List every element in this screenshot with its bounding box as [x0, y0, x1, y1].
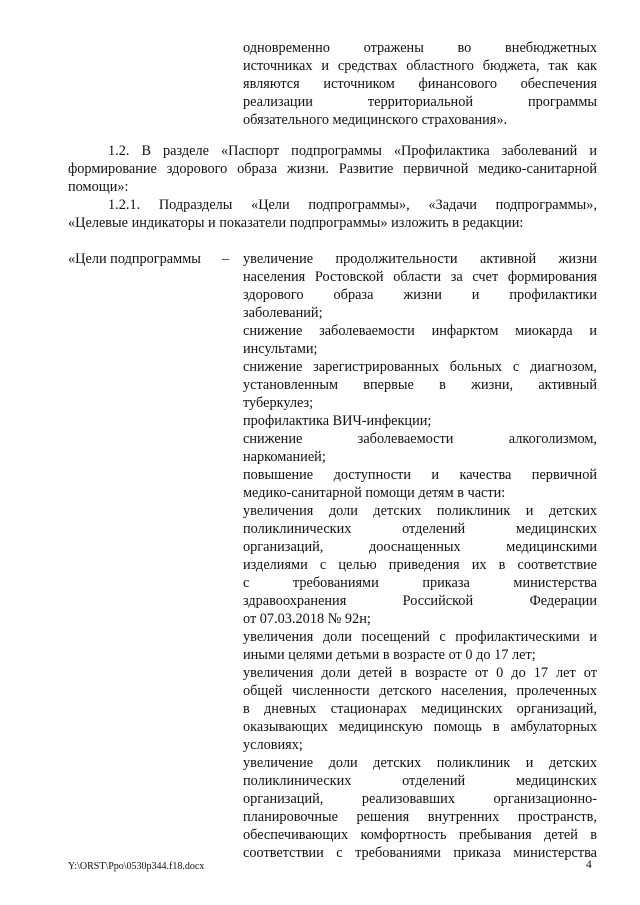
goal-line: снижение заболеваемости алкоголизмом, [243, 431, 597, 447]
footer-page-number: 4 [586, 859, 592, 871]
goal-line: увеличение продолжительности активной жизни [243, 251, 597, 267]
text-line: «Целевые индикаторы и показатели подпрограммы» изложить в редакции: [68, 215, 524, 231]
goal-line: здорового образа жизни и профилактики [243, 287, 597, 303]
goal-line: иными целями детьми в возрасте от 0 до 17 лет; [243, 647, 536, 663]
text-line: обязательного медицинского страхования». [243, 112, 508, 128]
goal-line: условиях; [243, 737, 303, 753]
goal-line: установленным впервые в жизни, активный [243, 377, 597, 393]
goal-line: в дневных стационарах медицинских организаций, [243, 701, 597, 717]
goal-line: увеличения доли детских поликлиник и детских [243, 503, 597, 519]
goal-line: увеличение доли детских поликлиник и детских [243, 755, 597, 771]
footer-file-path: Y:\ORST\Ppo\0530p344.f18.docx [68, 861, 205, 872]
goal-line: повышение доступности и качества первичной [243, 467, 597, 483]
text-line: являются источником финансового обеспечения [243, 76, 597, 92]
goal-line: снижение заболеваемости инфарктом миокарда и [243, 323, 597, 339]
goal-line: заболеваний; [243, 305, 323, 321]
goal-line: с требованиями приказа министерства [243, 575, 597, 591]
goal-line: профилактика ВИЧ-инфекции; [243, 413, 432, 429]
goal-line: наркоманией; [243, 449, 326, 465]
text-line: одновременно отражены во внебюджетных [243, 40, 597, 56]
goal-line: увеличения доли детей в возрасте от 0 до 17 лет от [243, 665, 597, 681]
goal-line: изделиями с целью приведения их в соответствие [243, 557, 597, 573]
text-line: помощи»: [68, 179, 129, 195]
text-line: 1.2. В разделе «Паспорт подпрограммы «Профилактика заболеваний и [108, 143, 597, 159]
text-line: реализации территориальной программы [243, 94, 597, 110]
text-line: источниках и средствах областного бюджета, так как [243, 58, 597, 74]
goal-line: инсультами; [243, 341, 318, 357]
goal-line: снижение зарегистрированных больных с диагнозом, [243, 359, 597, 375]
goal-line: оказывающих медицинскую помощь в амбулаторных [243, 719, 597, 735]
paragraph-1-2 [68, 143, 597, 197]
goal-line: населения Ростовской области за счет формирования [243, 269, 597, 285]
goal-line: увеличения доли посещений с профилактическими и [243, 629, 597, 645]
goal-line: туберкулез; [243, 395, 314, 411]
paragraph-1-2-1 [68, 197, 597, 233]
goal-line: поликлинических отделений медицинских [243, 773, 597, 789]
goal-line: поликлинических отделений медицинских [243, 521, 597, 537]
goal-line: организаций, дооснащенных медицинскими [243, 539, 597, 555]
goal-line: организаций, реализовавших организационно- [243, 791, 597, 807]
text-line: формирование здорового образа жизни. Развитие первичной медико-санитарной [68, 161, 597, 177]
section-dash: – [222, 251, 230, 267]
goal-line: обеспечивающих комфортность пребывания детей в [243, 827, 597, 843]
text-line: 1.2.1. Подразделы «Цели подпрограммы», «Задачи подпрограммы», [108, 197, 597, 213]
goal-line: от 07.03.2018 № 92н; [243, 611, 371, 627]
goals-list [243, 251, 597, 863]
top-block-continuation [243, 40, 597, 130]
goal-line: планировочные решения внутренних пространств, [243, 809, 597, 825]
goal-line: соответствии с требованиями приказа министерства [243, 845, 597, 861]
section-label-goals: «Цели подпрограммы [68, 251, 201, 267]
goal-line: общей численности детского населения, пролеченных [243, 683, 597, 699]
goal-line: здравоохранения Российской Федерации [243, 593, 597, 609]
goal-line: медико-санитарной помощи детям в части: [243, 485, 506, 501]
